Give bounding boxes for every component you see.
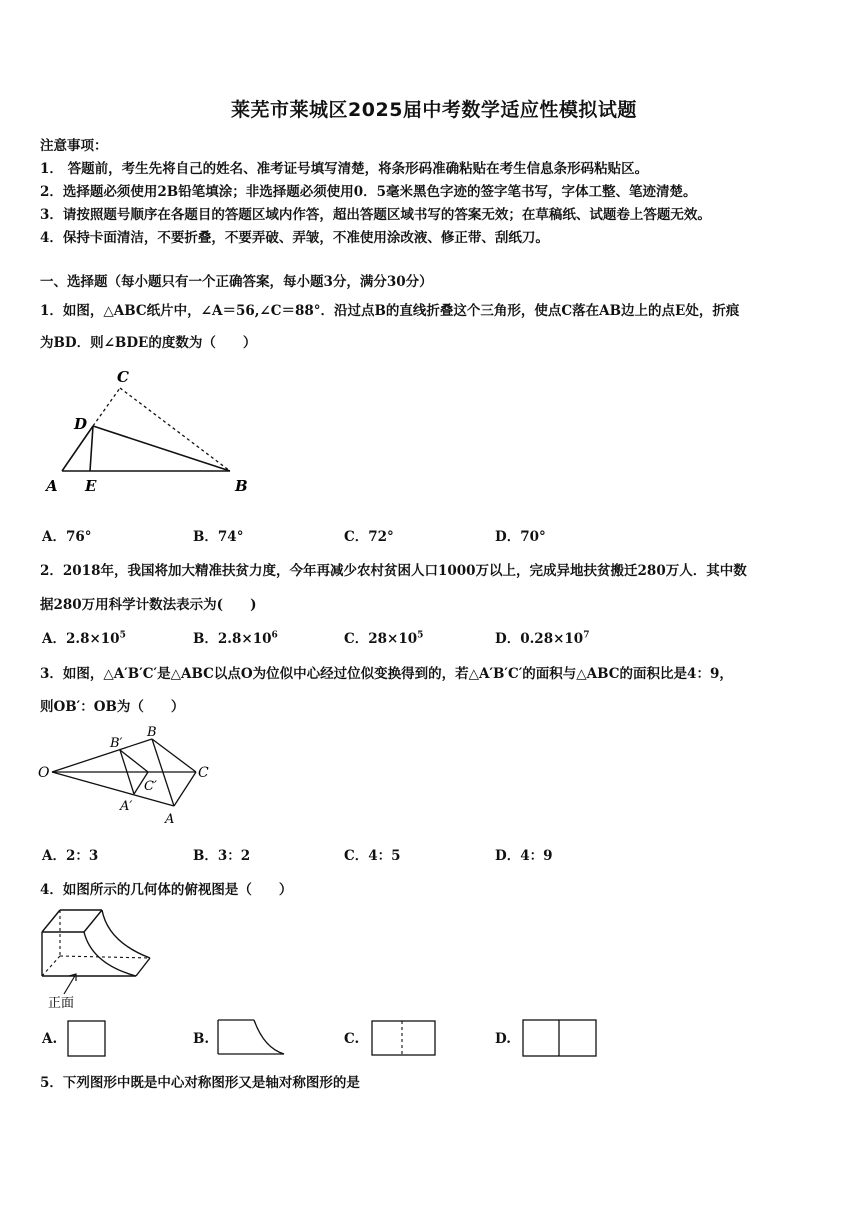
q4-option-a-figure[interactable] xyxy=(66,1020,108,1058)
q4-text-line1: 4．如图所示的几何体的俯视图是（ ） xyxy=(40,882,293,898)
q4-option-d[interactable]: D. xyxy=(495,1031,511,1047)
q3-label-b: B xyxy=(147,725,157,740)
q1-text-line1: 1．如图，△ABC纸片中，∠A＝56,∠C＝88°．沿过点B的直线折叠这个三角形，使点C落在AB边上的点E处，折痕 xyxy=(40,303,740,319)
q2-text-line1: 2．2018年，我国将加大精准扶贫力度，今年再减少农村贫困人口1000万以上，完成异地扶贫搬迁280万人．其中数 xyxy=(40,563,747,579)
q3-label-bprime: B′ xyxy=(110,736,123,751)
q1-option-b[interactable]: B．74° xyxy=(193,529,244,545)
q3-label-a: A xyxy=(165,812,175,827)
q4-option-c[interactable]: C. xyxy=(344,1031,360,1047)
q2-option-a[interactable]: A．$2.8\times 10^5$ xyxy=(42,630,126,647)
q3-label-c: C xyxy=(198,765,209,781)
q1-label-d: D xyxy=(74,415,88,433)
q2-text-line2: 据280万用科学计数法表示为( ) xyxy=(40,597,257,613)
note-item-2: 2．选择题必须使用2B铅笔填涂；非选择题必须使用0．5毫米黑色字迹的签字笔书写，字体工整、笔迹清楚。 xyxy=(40,184,697,200)
q4-option-a[interactable]: A. xyxy=(42,1031,58,1047)
q3-text-line1: 3．如图，△A′B′C′是△ABC以点O为位似中心经过位似变换得到的，若△A′B′C′的面积与△ABC的面积比是4：9， xyxy=(40,666,733,682)
q3-label-cprime: C′ xyxy=(144,779,157,794)
q1-label-a: A xyxy=(46,477,58,495)
q5-text-line1: 5．下列图形中既是中心对称图形又是轴对称图形的是 xyxy=(40,1075,360,1091)
q3-option-a[interactable]: A．2：3 xyxy=(42,848,99,864)
q3-option-c[interactable]: C．4：5 xyxy=(344,848,401,864)
q3-similar-triangles-figure xyxy=(36,722,226,832)
q1-label-b: B xyxy=(235,477,248,495)
note-item-4: 4．保持卡面清洁，不要折叠，不要弄破、弄皱，不准使用涂改液、修正带、刮纸刀。 xyxy=(40,230,549,246)
q3-option-b[interactable]: B．3：2 xyxy=(193,848,251,864)
notes-heading: 注意事项： xyxy=(40,138,108,154)
section-heading: 一、选择题（每小题只有一个正确答案，每小题3分，满分30分） xyxy=(40,274,433,290)
q1-option-c[interactable]: C．72° xyxy=(344,529,394,545)
q1-label-c: C xyxy=(117,368,129,386)
q3-label-o: O xyxy=(38,765,50,781)
q1-label-e: E xyxy=(85,477,97,495)
q4-option-c-figure[interactable] xyxy=(370,1020,438,1058)
q3-text-line2: 则OB′：OB为（ ） xyxy=(40,699,185,715)
note-item-3: 3．请按照题号顺序在各题目的答题区域内作答，超出答题区域书写的答案无效；在草稿纸、试题卷上答题无效。 xyxy=(40,207,711,223)
q1-text-line2: 为BD．则∠BDE的度数为（ ） xyxy=(40,335,257,351)
q1-triangle-figure xyxy=(40,362,260,502)
q1-option-d[interactable]: D．70° xyxy=(495,529,546,545)
q2-option-d[interactable]: D．$0.28\times 10^7$ xyxy=(495,630,590,647)
q4-option-b[interactable]: B. xyxy=(193,1031,210,1047)
q3-option-d[interactable]: D．4：9 xyxy=(495,848,553,864)
q1-option-a[interactable]: A．76° xyxy=(42,529,92,545)
page-title: 莱芜市莱城区2025届中考数学适应性模拟试题 xyxy=(231,99,637,121)
q2-option-c[interactable]: C．$28\times 10^5$ xyxy=(344,630,424,647)
q4-option-d-figure[interactable] xyxy=(521,1019,599,1059)
q2-option-b[interactable]: B．$2.8\times 10^6$ xyxy=(193,630,278,647)
q3-label-aprime: A′ xyxy=(120,799,133,814)
q4-solid-figure xyxy=(36,904,166,1012)
front-label: 正面 xyxy=(48,996,75,1011)
note-item-1: 1． 答题前，考生先将自己的姓名、准考证号填写清楚，将条形码准确粘贴在考生信息条形码粘贴区。 xyxy=(40,161,649,177)
q4-option-b-figure[interactable] xyxy=(216,1018,288,1058)
